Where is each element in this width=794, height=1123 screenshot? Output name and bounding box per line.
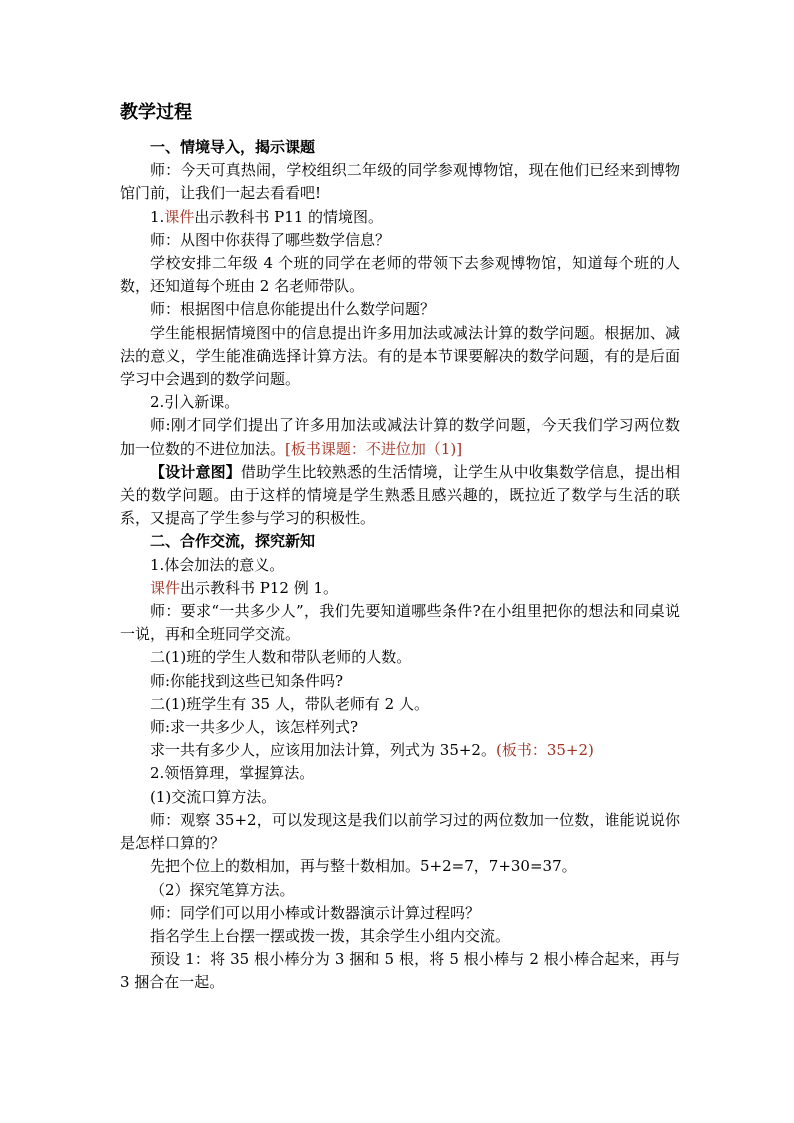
design-intent-label: 【设计意图】	[150, 462, 241, 481]
text-span: 出示教科书 P12 例 1。	[180, 578, 339, 597]
paragraph	[120, 577, 680, 600]
paragraph: （2）探究笔算方法。	[150, 880, 295, 899]
paragraph: 学生能根据情境图中的信息提出许多用加法或减法计算的数学问题。根据加、减法的意义，学生能准确选择计算方法。有的是本节课要解决的数学问题，有的是后面学习中会遇到的数学问题。	[120, 323, 680, 389]
section-heading-2: 二、合作交流，探究新知	[150, 532, 316, 551]
paragraph: 师：今天可真热闹，学校组织二年级的同学参观博物馆，现在他们已经来到博物馆门前，让我们一起去看看吧!	[120, 161, 680, 203]
paragraph: 师：从图中你获得了哪些数学信息？	[150, 230, 391, 249]
paragraph: 二(1)班学生有 35 人，带队老师有 2 人。	[150, 694, 429, 713]
blackboard-note: [板书课题：不进位加（1)]	[285, 439, 463, 458]
section-heading-1: 一、情境导入，揭示课题	[150, 138, 316, 156]
blackboard-note: (板书：35+2)	[495, 741, 594, 760]
text-span: 1.	[150, 207, 165, 226]
paragraph: 2.引入新课。	[150, 393, 240, 412]
text-span: 借助学生比较熟悉的生活情境，让学生从中收集数学信息，提出相关的数学问题。由于这样的情境是学生熟悉且感兴趣的，既拉近了数学与生活的联系，又提高了学生参与学习的积极性。	[120, 462, 680, 528]
paragraph: 师：根据图中信息你能提出什么数学问题？	[150, 300, 436, 319]
paragraph: 师:求一共多少人，该怎样列式?	[150, 718, 359, 737]
paragraph: 指名学生上台摆一摆或拨一拨，其余学生小组内交流。	[150, 926, 511, 945]
courseware-label: 课件	[150, 578, 181, 597]
paragraph: 师：要求“一共多少人”，我们先要知道哪些条件?在小组里把你的想法和同桌说一说，再和全班同学交流。	[120, 602, 680, 644]
document-body	[120, 136, 680, 995]
paragraph: 学校安排二年级 4 个班的同学在老师的带领下去参观博物馆，知道每个班的人数，还知道每个班由 2 名老师带队。	[120, 254, 680, 296]
text-span: 出示教科书 P11 的情境图。	[194, 207, 384, 226]
paragraph	[120, 414, 680, 460]
paragraph: 先把个位上的数相加，再与整十数相加。5+2=7，7+30=37。	[150, 857, 577, 876]
text-span: 求一共有多少人，应该用加法计算，列式为 35+2。	[150, 741, 496, 760]
paragraph: 预设 1：将 35 根小棒分为 3 捆和 5 根，将 5 根小棒与 2 根小棒合起来，再与 3 捆合在一起。	[120, 950, 680, 992]
paragraph: 二(1)班的学生人数和带队老师的人数。	[150, 648, 412, 667]
paragraph: 师：观察 35+2，可以发现这是我们以前学习过的两位数加一位数，谁能说说你是怎样口算的？	[120, 810, 680, 853]
paragraph: 1.体会加法的意义。	[150, 555, 285, 574]
paragraph: 师：同学们可以用小棒或计数器演示计算过程吗？	[150, 903, 481, 922]
paragraph	[120, 739, 680, 762]
courseware-label: 课件	[164, 207, 195, 226]
paragraph: 2.领悟算理，掌握算法。	[150, 764, 315, 783]
page-title: 教学过程	[120, 102, 192, 123]
paragraph: 师:你能找到这些已知条件吗?	[150, 671, 344, 690]
paragraph	[120, 206, 680, 229]
design-intent-paragraph	[120, 461, 680, 531]
paragraph: (1)交流口算方法。	[150, 787, 277, 806]
text-span: 师:刚才同学们提出了许多用加法或减法计算的数学问题，今天我们学习两位数加一位数的不进位加法。	[120, 416, 680, 458]
